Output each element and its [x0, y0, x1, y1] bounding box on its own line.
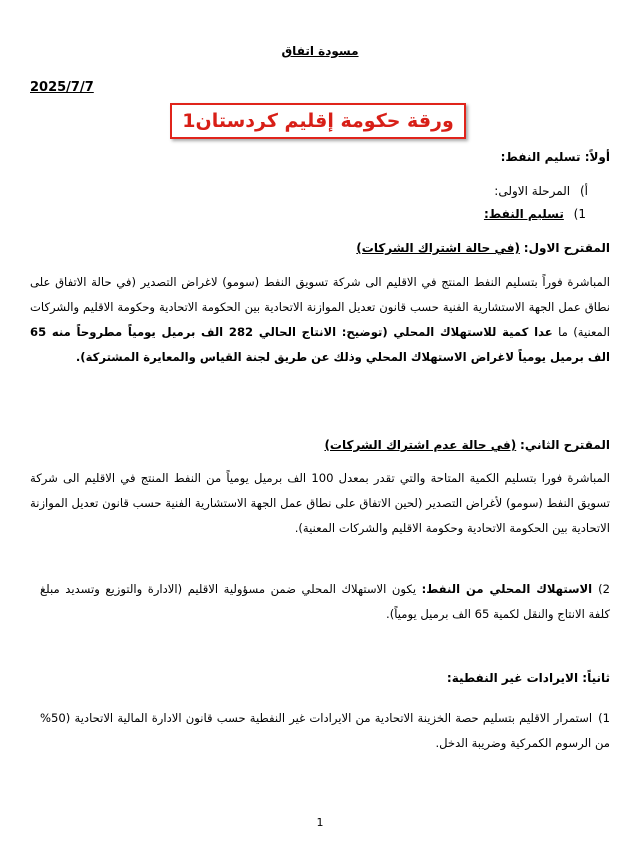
delivery-item-row	[484, 207, 586, 221]
proposal2-condition: (في حالة عدم اشتراك الشركات)	[324, 438, 517, 452]
proposal1-label: المقترح الاول:	[523, 241, 610, 255]
document-title: مسودة اتفاق	[281, 44, 359, 58]
proposal1-condition: (في حالة اشتراك الشركات)	[356, 241, 520, 255]
document-date: 2025/7/7	[30, 80, 94, 95]
section1-heading: أولاً: تسليم النفط:	[500, 150, 610, 164]
proposal2-label: المقترح الثاني:	[520, 438, 610, 452]
local-consumption-paragraph	[40, 577, 610, 627]
phase-marker: أ)	[579, 184, 588, 198]
nonoil-item-number: 1)	[598, 711, 610, 725]
delivery-item-label: تسليم النفط:	[483, 207, 564, 221]
local-consumption-text: يكون الاستهلاك المحلي ضمن مسؤولية الاقليم (الادارة والتوزيع وتسديد مبلغ كلفة الانتاج والنقل لكمية 65 الف برميل يومياً).	[40, 582, 610, 621]
proposal2-heading	[324, 438, 610, 452]
local-consumption-label: الاستهلاك المحلي من النفط:	[421, 582, 593, 596]
proposal1-heading	[356, 241, 610, 255]
nonoil-item-text: استمرار الاقليم بتسليم حصة الخزينة الاتحادية من الايرادات غير النفطية حسب قانون الادارة المالية الاتحادية (50% من الرسوم الكمركية وضريبة الدخل.	[40, 711, 610, 750]
delivery-item-number: 1)	[573, 207, 586, 221]
phase-label: المرحلة الاولى:	[494, 184, 571, 198]
proposal1-text-bold: عدا كمية للاستهلاك المحلي (توضيح: الانتاج الحالي 282 الف برميل يومياً مطروحاً منه 65 الف برميل يومياً لاغراض الاستهلاك المحلي وذلك عن طريق لجنة القياس والمعايرة المشتركة).	[30, 325, 610, 364]
nonoil-item-paragraph	[40, 706, 610, 756]
section2-heading: ثانياً: الايرادات غير النفطية:	[446, 671, 610, 685]
document-banner: ورقة حكومة إقليم كردستان1	[170, 103, 466, 139]
proposal1-text: المباشرة فوراً بتسليم النفط المنتج في الاقليم الى شركة تسويق النفط (سومو) لاغراض التصدير (في حالة الاتفاق على نطاق عمل الجهة الاستشارية الفنية حسب قانون تعديل الموازنة الاتحادية بين الحكومة الاتحادية وحكومة الاقليم والشركات المعنية) ما	[30, 275, 610, 339]
phase-row	[494, 184, 588, 198]
proposal2-paragraph: المباشرة فورا بتسليم الكمية المتاحة والتي تقدر بمعدل 100 الف برميل يومياً من النفط المنتج في الاقليم الى شركة تسويق النفط (سومو) لأغراض التصدير (لحين الاتفاق على نطاق عمل الجهة الاستشارية الفنية حسب قانون تعديل الموازنة الاتحادية بين الحكومة الاتحادية وحكومة الاقليم والشركات المعنية).	[30, 471, 610, 535]
page-number: 1	[316, 816, 324, 829]
local-consumption-number: 2)	[598, 582, 611, 596]
proposal1-paragraph	[30, 270, 610, 370]
